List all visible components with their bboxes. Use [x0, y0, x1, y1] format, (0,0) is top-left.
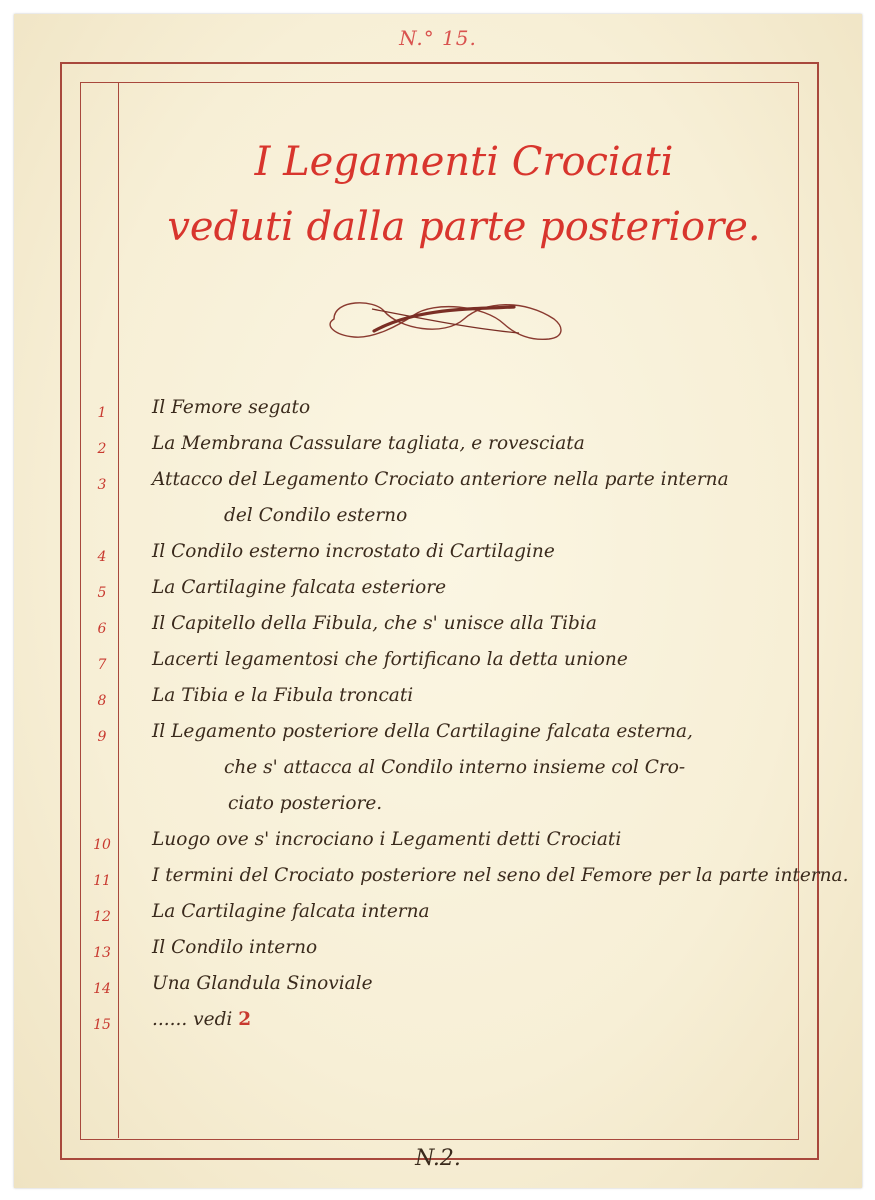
footer-mark: N.2. — [415, 1146, 461, 1171]
item-number: 1 — [97, 405, 107, 421]
item-continuation: del Condilo esterno — [224, 505, 408, 526]
item-continuation: ciato posteriore. — [228, 793, 383, 814]
item-number: 8 — [97, 693, 107, 709]
item-text — [152, 397, 310, 418]
item-label: ...... vedi — [152, 1009, 233, 1030]
item-number: 6 — [97, 621, 107, 637]
item-text — [152, 865, 848, 886]
item-label: La Membrana Cassulare tagliata, e rovesciata — [152, 433, 585, 454]
item-text — [152, 433, 585, 454]
item-number: 2 — [97, 441, 107, 457]
title-line-1: I Legamenti Crociati — [254, 139, 674, 185]
item-label: La Cartilagine falcata esteriore — [152, 577, 447, 598]
cross-reference: 2 — [238, 1009, 252, 1030]
item-label: Il Condilo interno — [152, 937, 318, 958]
item-number: 10 — [93, 837, 111, 853]
item-text — [152, 973, 373, 994]
item-text — [152, 829, 621, 850]
item-label: Il Femore segato — [152, 397, 311, 418]
item-label: Attacco del Legamento Crociato anteriore nella parte interna — [152, 469, 729, 490]
item-number: 9 — [97, 729, 107, 745]
item-label: Il Legamento posteriore della Cartilagine falcata esterna, — [152, 721, 693, 742]
item-text — [152, 901, 430, 922]
margin-rule — [118, 82, 119, 1138]
item-text — [152, 721, 693, 742]
item-label: Il Condilo esterno incrostato di Cartilagine — [152, 541, 555, 562]
item-label: Il Capitello della Fibula, che s' unisce alla Tibia — [152, 613, 597, 634]
item-text — [152, 937, 317, 958]
item-text — [152, 649, 628, 670]
item-number: 13 — [93, 945, 111, 961]
title-line-2: veduti dalla parte posteriore. — [167, 204, 761, 250]
item-label: La Cartilagine falcata interna — [152, 901, 430, 922]
item-text — [152, 1009, 251, 1030]
item-text — [152, 577, 446, 598]
item-number: 7 — [97, 657, 107, 673]
item-number: 5 — [97, 585, 107, 601]
item-number: 15 — [93, 1017, 111, 1033]
item-text — [152, 613, 597, 634]
item-number: 11 — [93, 873, 111, 889]
item-number: 14 — [93, 981, 111, 997]
item-label: Una Glandula Sinoviale — [152, 973, 373, 994]
item-text — [152, 541, 555, 562]
item-label: I termini del Crociato posteriore nel seno del Femore per la parte interna. — [152, 865, 849, 886]
item-label: Lacerti legamentosi che fortificano la detta unione — [152, 649, 628, 670]
item-number: 12 — [93, 909, 111, 925]
item-label: Luogo ove s' incrociano i Legamenti detti Crociati — [152, 829, 622, 850]
item-text — [152, 469, 729, 490]
manuscript-page — [14, 14, 862, 1188]
folio-mark: N.° 15. — [399, 26, 477, 50]
item-number: 4 — [97, 549, 107, 565]
item-number: 3 — [97, 477, 107, 493]
item-text — [152, 685, 413, 706]
calligraphic-flourish — [314, 289, 574, 349]
item-continuation: che s' attacca al Condilo interno insieme col Cro- — [224, 757, 686, 778]
item-label: La Tibia e la Fibula troncati — [152, 685, 414, 706]
